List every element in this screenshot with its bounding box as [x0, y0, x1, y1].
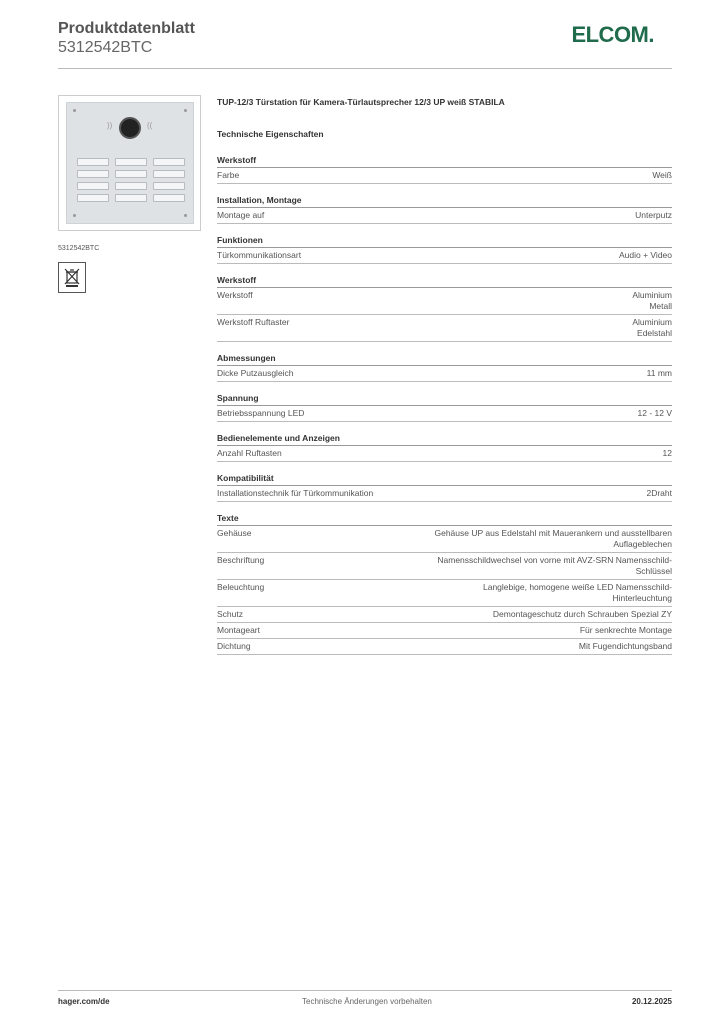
- spec-row: [217, 623, 672, 639]
- spec-value: Audio + Video: [618, 250, 672, 260]
- spec-group: [217, 275, 672, 342]
- spec-value: Langlebige, homogene weiße LED Namensschild- Hinterleuchtung: [483, 582, 672, 603]
- spec-label: Montageart: [217, 625, 260, 635]
- spec-label: Anzahl Ruftasten: [217, 448, 282, 458]
- spec-group: [217, 513, 672, 655]
- spec-group-title: Bedienelemente und Anzeigen: [217, 433, 672, 446]
- image-caption: 5312542BTC: [58, 245, 100, 252]
- door-station-panel: [66, 102, 194, 224]
- spec-row: [217, 248, 672, 264]
- footer-website: hager.com/de: [58, 997, 110, 1006]
- spec-group-title: Installation, Montage: [217, 195, 672, 208]
- spec-label: Schutz: [217, 609, 243, 619]
- spec-row: [217, 526, 672, 553]
- spec-group: [217, 353, 672, 382]
- spec-group: [217, 473, 672, 502]
- spec-label: Dicke Putzausgleich: [217, 368, 294, 378]
- footer-disclaimer: Technische Änderungen vorbehalten: [302, 997, 432, 1006]
- camera-lens-icon: [119, 117, 141, 139]
- crossed-bin-icon: [64, 268, 80, 288]
- screw-icon: [73, 214, 76, 217]
- spec-group: [217, 393, 672, 422]
- spec-row: [217, 208, 672, 224]
- spec-label: Werkstoff Ruftaster: [217, 317, 290, 327]
- spec-label: Beschriftung: [217, 555, 265, 565]
- screw-icon: [184, 109, 187, 112]
- call-button-icon: [115, 182, 147, 190]
- spec-groups: [217, 155, 672, 655]
- spec-value: 12 - 12 V: [637, 408, 672, 418]
- spec-row: [217, 288, 672, 315]
- spec-value: Weiß: [652, 170, 672, 180]
- speaker-grille-icon: )): [107, 121, 113, 130]
- spec-row: [217, 315, 672, 342]
- call-button-icon: [115, 194, 147, 202]
- spec-value: Namensschildwechsel von vorne mit AVZ-SRN Namensschild- Schlüssel: [437, 555, 672, 576]
- spec-value: Gehäuse UP aus Edelstahl mit Mauerankern und ausstellbaren Auflageblechen: [434, 528, 672, 549]
- spec-row: [217, 406, 672, 422]
- spec-label: Installationstechnik für Türkommunikation: [217, 488, 374, 498]
- spec-group: [217, 235, 672, 264]
- spec-value: Unterputz: [635, 210, 672, 220]
- call-button-icon: [153, 182, 185, 190]
- spec-group-title: Texte: [217, 513, 672, 526]
- document-title: Produktdatenblatt: [58, 20, 195, 37]
- spec-group: [217, 433, 672, 462]
- spec-value: Aluminium Metall: [632, 290, 672, 311]
- spec-group: [217, 155, 672, 184]
- spec-row: [217, 366, 672, 382]
- call-button-icon: [153, 194, 185, 202]
- spec-value: 12: [662, 448, 672, 458]
- spec-value: Demontageschutz durch Schrauben Spezial ZY: [492, 609, 672, 619]
- product-name: TUP-12/3 Türstation für Kamera-Türlautsprecher 12/3 UP weiß STABILA: [217, 97, 505, 107]
- spec-value: 11 mm: [646, 368, 672, 378]
- product-image: [58, 95, 201, 231]
- spec-group: [217, 195, 672, 224]
- call-button-icon: [77, 158, 109, 166]
- spec-label: Betriebsspannung LED: [217, 408, 305, 418]
- elcom-logo: ELCOM.: [571, 22, 654, 47]
- spec-label: Gehäuse: [217, 528, 252, 538]
- spec-value: Mit Fugendichtungsband: [578, 641, 672, 651]
- call-button-icon: [115, 158, 147, 166]
- call-button-icon: [77, 170, 109, 178]
- spec-row: [217, 446, 672, 462]
- spec-group-title: Werkstoff: [217, 155, 672, 168]
- spec-row: [217, 607, 672, 623]
- header-divider: [58, 68, 672, 69]
- spec-label: Beleuchtung: [217, 582, 265, 592]
- spec-group-title: Abmessungen: [217, 353, 672, 366]
- call-button-icon: [115, 170, 147, 178]
- document-number: 5312542BTC: [58, 39, 153, 56]
- spec-group-title: Kompatibilität: [217, 473, 672, 486]
- spec-value: 2Draht: [646, 488, 672, 498]
- spec-value: Aluminium Edelstahl: [632, 317, 672, 338]
- spec-label: Türkommunikationsart: [217, 250, 302, 260]
- footer-date: 20.12.2025: [631, 997, 672, 1006]
- crossed-bin-icon: [58, 262, 86, 293]
- spec-group-title: Werkstoff: [217, 275, 672, 288]
- spec-label: Werkstoff: [217, 290, 253, 300]
- call-button-icon: [77, 182, 109, 190]
- call-button-icon: [153, 158, 185, 166]
- spec-row: [217, 486, 672, 502]
- page-header: [58, 20, 672, 70]
- screw-icon: [73, 109, 76, 112]
- call-button-grid: [77, 158, 185, 202]
- spec-value: Für senkrechte Montage: [579, 625, 672, 635]
- spec-label: Dichtung: [217, 641, 251, 651]
- spec-content: [217, 97, 672, 655]
- spec-label: Montage auf: [217, 210, 265, 220]
- spec-row: [217, 639, 672, 655]
- spec-group-title: Funktionen: [217, 235, 672, 248]
- call-button-icon: [153, 170, 185, 178]
- speaker-grille-icon: ((: [147, 121, 153, 130]
- spec-label: Farbe: [217, 170, 240, 180]
- spec-group-title: Spannung: [217, 393, 672, 406]
- section-heading: Technische Eigenschaften: [217, 129, 324, 139]
- spec-row: [217, 553, 672, 580]
- footer-divider: [58, 990, 672, 991]
- call-button-icon: [77, 194, 109, 202]
- spec-row: [217, 580, 672, 607]
- screw-icon: [184, 214, 187, 217]
- spec-row: [217, 168, 672, 184]
